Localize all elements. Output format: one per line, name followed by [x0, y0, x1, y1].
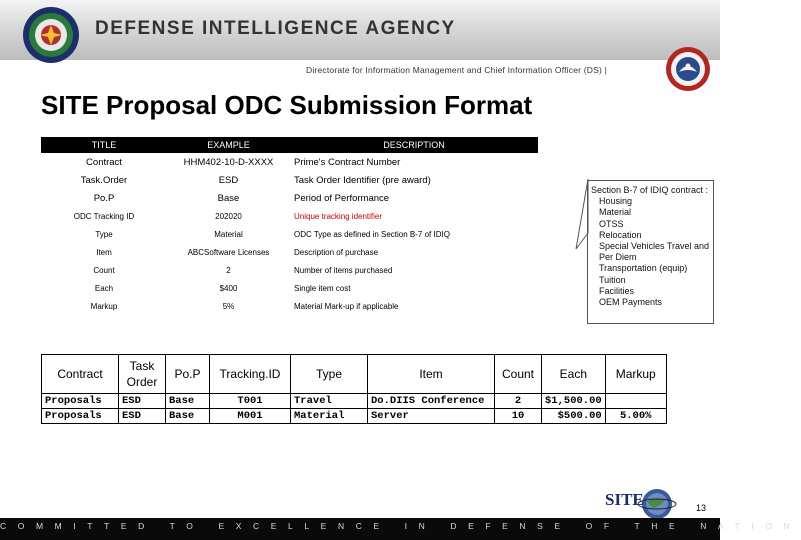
dia-seal-icon — [22, 6, 80, 64]
contract-cell: Proposals — [42, 409, 119, 424]
example-cell: 202020 — [215, 211, 242, 221]
description-cell: Task Order Identifier (pre award) — [294, 174, 431, 186]
list-item: Transportation (equip) — [599, 263, 688, 274]
title-cell: Each — [94, 283, 114, 293]
list-item: Material — [599, 207, 632, 218]
title-cell: Item — [96, 247, 112, 257]
footer-tagline: COMMITTED TO EXCELLENCE IN DEFENSE OF THE NATION — [0, 521, 801, 531]
description-cell: Unique tracking identifier — [294, 211, 383, 221]
task-order-cell: ESD — [119, 394, 166, 409]
agency-name: DEFENSE INTELLIGENCE AGENCY — [95, 18, 456, 39]
column-header: DESCRIPTION — [290, 137, 538, 153]
list-item: Facilities — [599, 285, 635, 296]
site-logo-text: SITE — [605, 490, 644, 509]
column-header: Count — [495, 355, 542, 394]
contract-cell: Proposals — [42, 394, 119, 409]
format-table — [41, 137, 538, 315]
markup-cell — [605, 394, 666, 409]
example-cell: Material — [214, 229, 243, 239]
tracking-id-cell: M001 — [210, 409, 291, 424]
table-row — [42, 409, 667, 424]
list-item: Relocation — [599, 229, 642, 240]
format-table-header — [41, 137, 538, 153]
task-order-cell: ESD — [119, 409, 166, 424]
column-header: Contract — [42, 355, 119, 394]
list-item: OTSS — [599, 218, 624, 229]
example-cell: Base — [217, 192, 240, 204]
description-cell: Material Mark-up if applicable — [294, 301, 399, 311]
list-item: Tuition — [599, 274, 626, 285]
directorate-subtitle: Directorate for Information Management and Chief Information Officer (DS) | — [306, 65, 607, 75]
table-row — [41, 261, 538, 279]
type-cell: Material — [291, 409, 368, 424]
tracking-id-cell: T001 — [210, 394, 291, 409]
title-cell: Contract — [86, 156, 122, 168]
pop-cell: Base — [166, 409, 210, 424]
table-row — [41, 225, 538, 243]
title-cell: Markup — [90, 301, 118, 311]
page-title: SITE Proposal ODC Submission Format — [41, 90, 533, 120]
header-line: Task — [129, 359, 155, 373]
table-row — [41, 171, 538, 189]
agency-banner — [0, 0, 720, 60]
callout-list — [588, 196, 713, 308]
section-b7-callout — [587, 180, 714, 324]
example-cell: 2 — [226, 265, 231, 275]
title-cell: Po.P — [93, 192, 115, 204]
example-cell: ESD — [218, 174, 239, 186]
each-cell: $1,500.00 — [542, 394, 606, 409]
table-row — [41, 243, 538, 261]
description-cell: Description of purchase — [294, 247, 379, 257]
markup-cell: 5.00% — [605, 409, 666, 424]
table-row — [41, 153, 538, 171]
column-header: Item — [368, 355, 495, 394]
list-item: Housing — [599, 196, 633, 207]
description-cell: Number of items purchased — [294, 265, 393, 275]
column-header: Markup — [605, 355, 666, 394]
description-cell: Period of Performance — [294, 192, 390, 204]
column-header: EXAMPLE — [167, 137, 290, 153]
item-cell: Do.DIIS Conference — [368, 394, 495, 409]
count-cell: 2 — [495, 394, 542, 409]
eagle-seal-icon — [665, 46, 711, 92]
table-row — [42, 394, 667, 409]
title-cell: Type — [95, 229, 113, 239]
table-row — [41, 279, 538, 297]
column-header: TITLE — [41, 137, 167, 153]
table-row — [41, 207, 538, 225]
example-cell: 5% — [222, 301, 235, 311]
description-cell: Single item cost — [294, 283, 351, 293]
column-header: Po.P — [166, 355, 210, 394]
description-cell: Prime's Contract Number — [294, 156, 401, 168]
example-cell: $400 — [219, 283, 238, 293]
title-cell: ODC Tracking ID — [73, 211, 135, 221]
type-cell: Travel — [291, 394, 368, 409]
table-row — [41, 297, 538, 315]
description-cell: ODC Type as defined in Section B-7 of IDIQ — [294, 229, 450, 239]
list-item: Special Vehicles Travel and Per Diem — [599, 241, 710, 263]
each-cell: $500.00 — [542, 409, 606, 424]
count-cell: 10 — [495, 409, 542, 424]
list-item: OEM Payments — [599, 297, 663, 308]
example-table — [41, 354, 667, 424]
title-cell: Task.Order — [80, 174, 128, 186]
example-cell: ABCSoftware Licenses — [187, 247, 270, 257]
table-row — [41, 189, 538, 207]
column-header — [119, 355, 166, 394]
column-header: Tracking.ID — [210, 355, 291, 394]
column-header: Type — [291, 355, 368, 394]
page-number: 13 — [696, 503, 707, 513]
column-header: Each — [542, 355, 606, 394]
example-cell: HHM402-10-D-XXXX — [183, 156, 274, 168]
title-cell: Count — [93, 265, 115, 275]
item-cell: Server — [368, 409, 495, 424]
callout-heading: Section B-7 of IDIQ contract : — [591, 185, 709, 195]
pop-cell: Base — [166, 394, 210, 409]
example-table-header — [42, 355, 667, 394]
header-line: Order — [126, 375, 158, 389]
